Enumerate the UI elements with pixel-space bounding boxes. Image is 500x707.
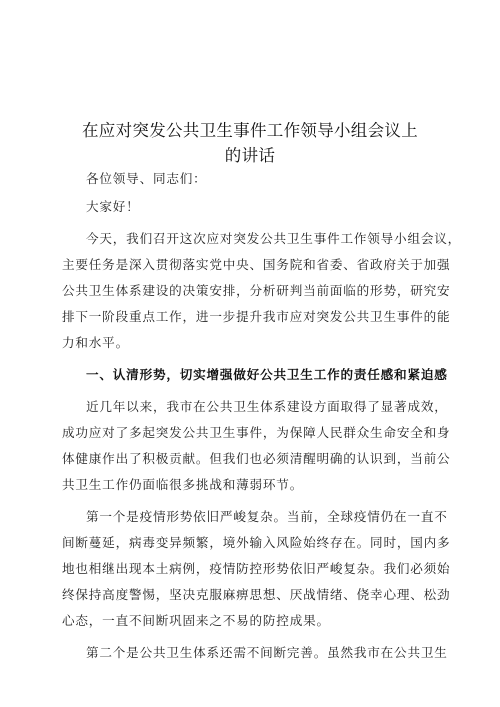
paragraph-line: 第一个是疫情形势依旧严峻复杂。当前，全球疫情仍在一直不 xyxy=(86,509,448,524)
paragraph-line: 体健康作出了积极贡献。但我们也必须清醒明确的认识到，当前公 xyxy=(62,451,451,466)
paragraph-line: 心态，一直不间断巩固来之不易的防控成果。 xyxy=(62,613,330,628)
paragraph-line: 地也相继出现本土病例，疫情防控形势依旧严峻复杂。我们必须始 xyxy=(62,561,451,576)
paragraph-line: 终保持高度警惕，坚决克服麻痹思想、厌战情绪、侥幸心理、松劲 xyxy=(62,587,451,602)
paragraph-line: 力和水平。 xyxy=(62,335,129,350)
paragraph-line: 近几年以来，我市在公共卫生体系建设方面取得了显著成效， xyxy=(86,399,448,414)
paragraph-line: 公共卫生体系建设的决策安排，分析研判当前面临的形势，研究安 xyxy=(62,283,451,298)
paragraph-line: 今天，我们召开这次应对突发公共卫生事件工作领导小组会议， xyxy=(86,231,462,246)
paragraph-line: 主要任务是深入贯彻落实党中央、国务院和省委、省政府关于加强 xyxy=(62,257,451,272)
document-title-line-1: 在应对突发公共卫生事件工作领导小组会议上 xyxy=(82,121,418,140)
paragraph-line: 排下一阶段重点工作，进一步提升我市应对突发公共卫生事件的能 xyxy=(62,309,451,324)
salutation: 各位领导、同志们： xyxy=(86,171,207,186)
paragraph-line: 第二个是公共卫生体系还需不间断完善。虽然我市在公共卫生 xyxy=(86,645,448,660)
paragraph-line: 间断蔓延，病毒变异频繁，境外输入风险始终存在。同时，国内多 xyxy=(62,535,451,550)
section-heading: 一、认清形势，切实增强做好公共卫生工作的责任感和紧迫感 xyxy=(86,367,448,382)
paragraph-line: 共卫生工作仍面临很多挑战和薄弱环节。 xyxy=(62,477,304,492)
paragraph-line: 成功应对了多起突发公共卫生事件，为保障人民群众生命安全和身 xyxy=(62,425,451,440)
greeting: 大家好！ xyxy=(86,199,140,214)
document-title-line-2: 的讲话 xyxy=(224,146,276,165)
